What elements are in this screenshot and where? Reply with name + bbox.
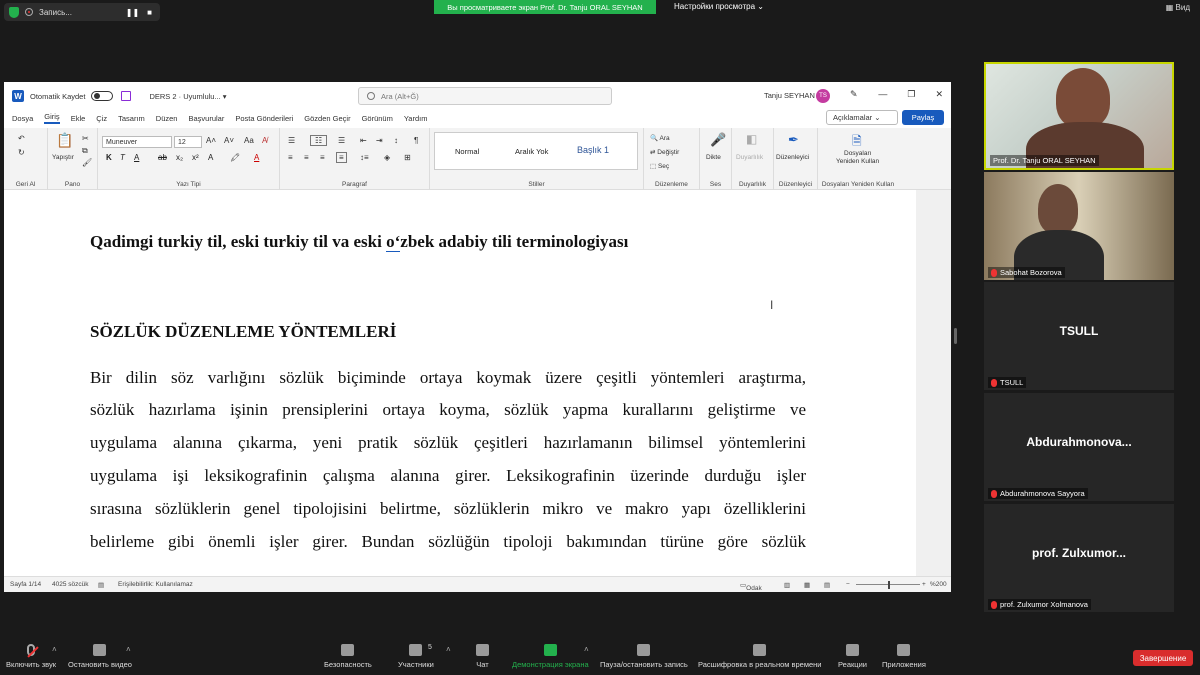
paragraph-group (280, 128, 430, 190)
participant-display-name: TSULL (1059, 324, 1099, 338)
group-label-undo: Geri Al (15, 181, 36, 188)
pause-stop-icon (637, 644, 650, 656)
microphone-muted-icon (27, 644, 35, 656)
participant-display-name: prof. Zulxumor... (1031, 546, 1126, 560)
title-part-b: zbek adabiy tili terminologiyası (400, 232, 629, 251)
increase-indent-icon[interactable]: ⇥ (376, 136, 383, 145)
recording-label: Запись... (39, 7, 72, 17)
group-label-styles: Stiller (528, 181, 545, 188)
style-heading-1[interactable]: Başlık 1 (577, 145, 610, 155)
microphone-icon[interactable]: 🎤 (710, 132, 727, 147)
share-document-button[interactable]: Paylaş (902, 110, 944, 125)
font-color-icon[interactable]: A (254, 153, 260, 162)
participant-tile-tsull[interactable] (984, 282, 1174, 390)
reaction-smile-icon (846, 644, 859, 656)
highlight-icon[interactable]: 🖍 (230, 153, 241, 162)
align-right-icon[interactable]: ≡ (320, 153, 325, 162)
audio-options-chevron-icon[interactable]: ˄ (52, 645, 57, 654)
share-screen-icon (544, 644, 557, 656)
tab-giris[interactable]: Giriş (44, 112, 59, 124)
group-label-font: Yazı Tipi (176, 181, 201, 188)
word-title-bar (4, 82, 951, 110)
stop-video-button[interactable] (68, 644, 132, 669)
group-label-editor: Düzenleyici (778, 181, 813, 188)
justify-icon[interactable]: ≡ (336, 152, 347, 163)
word-count[interactable]: 4025 sözcük (52, 581, 89, 588)
participant-name (988, 267, 1065, 278)
sensitivity-label[interactable]: Duyarlılık (736, 154, 764, 161)
section-heading: SÖZLÜK DÜZENLEME YÖNTEMLERİ (90, 322, 397, 341)
stop-icon[interactable]: ■ (147, 7, 152, 17)
document-name[interactable]: DERS 2 · Uyumlulu... ▾ (149, 91, 227, 101)
chat-icon (476, 644, 489, 656)
shield-icon (341, 644, 354, 656)
reactions-button[interactable] (838, 644, 867, 669)
title-part-a: Qadimgi turkiy til, eski turkiy til va eski (90, 232, 387, 251)
paragraph-line: uygulama işi leksikografinin çalışma alanına girer. Leksikografinin üzerinde durduğu işler (90, 466, 806, 485)
mic-off-icon (991, 379, 997, 387)
replace-button[interactable]: ⇄ Değiştir (650, 149, 680, 156)
participant-tile-zulxumor[interactable] (984, 504, 1174, 612)
find-label: Ara (659, 135, 670, 142)
panel-resize-handle[interactable] (954, 328, 957, 344)
view-label: Вид (1175, 3, 1190, 12)
cut-icon[interactable]: ✂ (82, 134, 89, 143)
recording-indicator[interactable] (4, 3, 160, 21)
participant-tile-sabohat[interactable] (984, 172, 1174, 280)
underline-icon[interactable]: A (134, 153, 140, 162)
read-mode-icon[interactable]: ▥ (784, 582, 791, 589)
group-label-clipboard: Pano (64, 181, 81, 188)
participant-tile-host[interactable] (984, 62, 1174, 170)
select-label: Seç (657, 163, 670, 170)
tab-gorunum[interactable]: Görünüm (361, 113, 393, 123)
reuse-label-2[interactable]: Yeniden Kullan (836, 158, 880, 165)
search-box[interactable] (358, 87, 612, 105)
vertical-scrollbar[interactable] (916, 190, 951, 576)
chat-label: Чат (476, 660, 489, 669)
paragraph-line: sözlük hazırlama işinin prensiplerini ortaya koyma, sözlük yapma kurallarını geliştirme ve (90, 400, 806, 419)
live-transcript-button[interactable] (698, 644, 821, 669)
pause-icon[interactable]: ❚❚ (125, 7, 140, 17)
text-cursor-icon: I (770, 298, 774, 312)
paragraph-line: uygulama alanına çıkarma, yeni pratik sözlük çeşitleri hazırlamanın bilimsel yöntemlerini (90, 433, 806, 452)
sensitivity-group (732, 128, 774, 190)
apps-button[interactable] (882, 644, 926, 669)
tab-duzen[interactable]: Düzen (155, 113, 178, 123)
restore-icon[interactable]: ❐ (907, 89, 916, 99)
editor-icon[interactable]: ✒ (788, 132, 799, 147)
participant-name (990, 155, 1099, 166)
autosave-toggle[interactable] (91, 91, 113, 101)
copy-icon[interactable]: ⧉ (82, 146, 88, 155)
participant-tile-abdurahmonova[interactable] (984, 393, 1174, 501)
paragraph-line: Bir dilin söz varlığını sözlük biçiminde ortaya koymak üzere çeşitli yöntemleri araştırma, (90, 368, 806, 387)
pilcrow-icon[interactable]: ¶ (414, 136, 419, 145)
strikethrough-icon[interactable]: ab (158, 153, 167, 162)
accessibility-status[interactable]: Erişilebilirlik: Kullanılamaz (118, 581, 193, 588)
share-options-chevron-icon[interactable]: ˄ (584, 645, 589, 654)
tab-posta[interactable]: Posta Gönderileri (235, 113, 294, 123)
ribbon-tabs (4, 110, 951, 126)
mic-off-icon (991, 269, 997, 277)
comments-button[interactable]: Açıklamalar ⌄ (826, 110, 898, 125)
word-logo-icon: W (12, 90, 24, 102)
undo-group (4, 128, 48, 190)
decrease-indent-icon[interactable]: ⇤ (360, 136, 367, 145)
borders-icon[interactable]: ⊞ (404, 153, 411, 162)
participant-name (988, 488, 1088, 499)
sabohat-face (1038, 184, 1078, 234)
participants-label: Участники (398, 660, 434, 669)
security-label: Безопасность (324, 660, 372, 669)
tab-ekle[interactable]: Ekle (70, 113, 86, 123)
tab-yardim[interactable]: Yardım (403, 113, 428, 123)
search-placeholder: Ara (Alt+Ğ) (381, 91, 419, 101)
mic-off-icon (991, 490, 997, 498)
home-ribbon (4, 128, 951, 190)
unmute-button[interactable] (6, 644, 56, 669)
undo-icon[interactable]: ↶ (18, 134, 25, 143)
security-button[interactable] (324, 644, 372, 669)
bullets-icon[interactable]: ☰ (288, 136, 296, 145)
grow-font-icon[interactable]: A˄ (206, 136, 217, 145)
participants-count: 5 (428, 644, 432, 651)
view-button[interactable]: ▦ Вид (1165, 3, 1190, 12)
view-settings-button[interactable]: Настройки просмотра ⌄ (674, 2, 764, 11)
tab-tasarim[interactable]: Tasarım (118, 113, 145, 123)
clear-format-icon[interactable]: A̸ (262, 136, 268, 145)
reuse-files-icon[interactable]: 🗎 (852, 134, 862, 148)
share-screen-label: Демонстрация экрана (512, 660, 589, 669)
zoom-top-bar (0, 0, 1200, 24)
chat-button[interactable] (476, 644, 489, 669)
mic-off-icon (991, 601, 997, 609)
participants-options-chevron-icon[interactable]: ˄ (446, 645, 451, 654)
font-group (98, 128, 280, 190)
voice-group (700, 128, 732, 190)
tab-dosya[interactable]: Dosya (12, 113, 34, 123)
zoom-in-icon[interactable]: + (922, 581, 926, 588)
shield-icon (9, 7, 19, 18)
paste-icon[interactable]: 📋 (56, 132, 74, 148)
font-size-select[interactable]: 12 (174, 136, 202, 148)
replace-label: Değiştir (657, 149, 680, 156)
align-left-icon[interactable]: ≡ (288, 153, 293, 162)
tab-basvurular[interactable]: Başvurular (188, 113, 225, 123)
styles-gallery[interactable] (434, 132, 638, 170)
subscript-icon[interactable]: x₂ (176, 153, 184, 162)
sort-icon[interactable]: ↕ (394, 136, 398, 145)
search-icon (367, 92, 375, 100)
host-face (1056, 68, 1110, 128)
tab-ciz[interactable]: Çiz (96, 113, 108, 123)
end-meeting-button[interactable]: Завершение (1133, 650, 1193, 666)
participant-name (988, 599, 1091, 610)
clipboard-group (48, 128, 98, 190)
focus-button[interactable]: ▭ Odak (740, 582, 762, 592)
record-label: Пауза/остановить запись (600, 660, 688, 669)
meeting-toolbar (0, 640, 1200, 675)
video-camera-icon (93, 644, 106, 656)
participant-display-name: Abdurahmonova... (1026, 435, 1132, 449)
redo-icon[interactable]: ↻ (18, 148, 25, 157)
participant-name-text: prof. Zulxumor Xolmanova (1000, 600, 1088, 609)
participant-name-text: Abdurahmonova Sayyora (1000, 489, 1085, 498)
captions-label: Расшифровка в реальном времени (698, 660, 822, 669)
align-center-icon[interactable]: ≡ (304, 153, 309, 162)
zoom-slider-knob[interactable] (888, 581, 890, 589)
document-page[interactable] (4, 190, 916, 576)
participant-name-text: Prof. Dr. Tanju ORAL SEYHAN (993, 156, 1096, 165)
reuse-label-1[interactable]: Dosyaları (844, 150, 872, 157)
captions-icon (753, 644, 766, 656)
format-painter-icon[interactable]: 🖌 (82, 158, 93, 167)
group-label-reuse: Dosyaları Yeniden Kullan (821, 181, 895, 188)
close-icon[interactable]: ✕ (935, 89, 943, 99)
superscript-icon[interactable]: x² (192, 153, 199, 162)
participant-name-text: TSULL (1000, 378, 1024, 387)
group-label-voice: Ses (709, 181, 722, 188)
text-effects-icon[interactable]: A (208, 153, 214, 162)
editor-group (774, 128, 818, 190)
editing-group (644, 128, 700, 190)
participants-icon (409, 644, 422, 656)
apps-label: Приложения (882, 660, 926, 669)
group-label-editing: Düzenleme (655, 181, 688, 188)
style-normal[interactable]: Normal (455, 147, 480, 156)
multilevel-list-icon[interactable]: ☰ (338, 136, 346, 145)
font-name-select[interactable]: Muneuver (102, 136, 172, 148)
share-screen-button[interactable] (512, 644, 589, 669)
style-no-spacing[interactable]: Aralık Yok (515, 147, 549, 156)
record-icon (25, 8, 33, 16)
account-avatar[interactable]: TS (816, 89, 830, 103)
video-options-chevron-icon[interactable]: ˄ (126, 645, 131, 654)
paragraph-line: sırasına sözlüklerin genel tipolojisini belirtme, sözlüklerin mikro ve makro yapı özelliklerini (90, 499, 806, 518)
stop-video-label: Остановить видео (68, 660, 132, 669)
zoom-level[interactable]: %200 (930, 581, 947, 588)
styles-group (430, 128, 644, 190)
dictate-label[interactable]: Dikte (706, 154, 721, 161)
italic-icon[interactable]: T (120, 153, 125, 162)
tab-gozden-gecir[interactable]: Gözden Geçir (304, 113, 351, 123)
zoom-out-icon[interactable]: − (846, 581, 850, 588)
print-layout-icon[interactable]: ▦ (804, 582, 811, 589)
numbering-icon[interactable]: ☷ (310, 135, 327, 146)
reactions-label: Реакции (838, 660, 867, 669)
reuse-files-group (818, 128, 898, 190)
status-bar (4, 576, 951, 592)
document-title (90, 232, 628, 252)
shrink-font-icon[interactable]: A˅ (224, 136, 235, 145)
editor-label[interactable]: Düzenleyici (776, 154, 810, 161)
bold-icon[interactable]: K (106, 153, 112, 162)
shading-icon[interactable]: ◈ (384, 153, 391, 162)
account-name[interactable]: Tanju SEYHAN (764, 91, 815, 100)
change-case-icon[interactable]: Aa (244, 136, 254, 145)
participant-name-text: Sabohat Bozorova (1000, 268, 1062, 277)
apps-icon (897, 644, 910, 656)
paste-label[interactable]: Yapıştır (52, 154, 74, 161)
sensitivity-icon[interactable]: ◧ (746, 132, 758, 146)
line-spacing-icon[interactable]: ↕≡ (360, 153, 369, 162)
proofing-icon[interactable]: ▤ (98, 582, 105, 589)
pen-icon[interactable]: ✎ (850, 89, 858, 99)
unmute-label: Включить звук (6, 660, 57, 669)
paragraph-line: belirleme gibi önemli işler girer. Bundan sözlüğün tipoloji bakımından türüne göre sözlük (90, 532, 806, 551)
find-button[interactable]: 🔍 Ara (650, 135, 670, 142)
participant-name (988, 377, 1026, 388)
save-icon[interactable] (121, 91, 131, 101)
web-layout-icon[interactable]: ▤ (824, 582, 831, 589)
minimize-icon[interactable]: — (878, 89, 888, 99)
shared-word-window (4, 82, 951, 592)
select-button[interactable]: ⬚ Seç (650, 163, 670, 170)
group-label-sensitivity: Duyarlılık (738, 181, 767, 188)
page-count[interactable]: Sayfa 1/14 (10, 581, 42, 588)
autosave-label: Otomatik Kaydet (30, 91, 86, 101)
screen-share-banner: Вы просматриваете экран Prof. Dr. Tanju ORAL SEYHAN (434, 0, 656, 14)
group-label-paragraph: Paragraf (342, 181, 367, 188)
title-underlined-part: o‘ (386, 232, 401, 251)
pause-stop-recording-button[interactable] (600, 644, 688, 669)
focus-label: Odak (746, 585, 762, 592)
